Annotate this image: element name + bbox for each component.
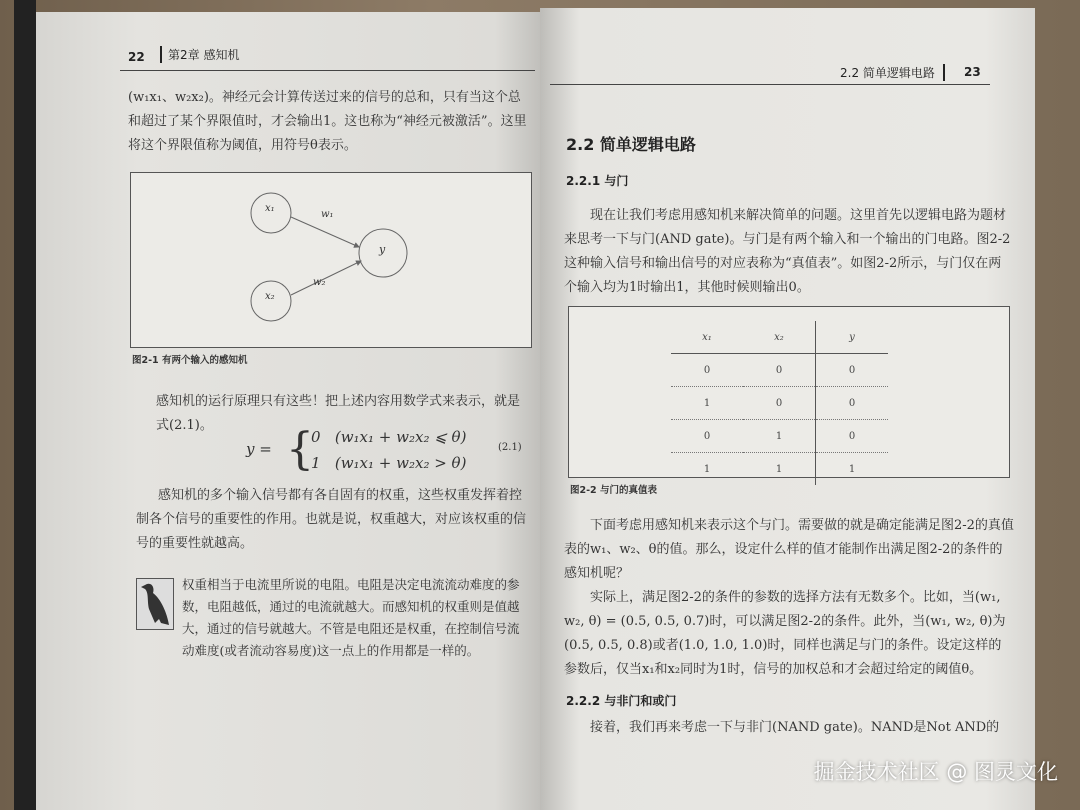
subsection-title: 2.2.2 与非门和或门 (566, 694, 677, 708)
subsection-title: 2.2.1 与门 (566, 174, 629, 188)
figure-caption: 图2-1 有两个输入的感知机 (132, 355, 248, 366)
node-label: x₂ (265, 291, 275, 302)
table-cell: 0 (816, 420, 889, 453)
equation-case: 0 (w₁x₁ + w₂x₂ ⩽ θ) (311, 428, 467, 446)
perceptron-diagram (131, 173, 531, 347)
paragraph: 感知机的运行原理只有这些！把上述内容用数学式来表示，就是式(2.1)。 (156, 394, 521, 433)
page-number: 23 (964, 65, 981, 79)
weight-label: w₂ (313, 277, 326, 288)
table-cell: 0 (743, 387, 816, 420)
right-page (540, 8, 1035, 810)
table-header: x₂ (743, 321, 816, 354)
edge-w2 (291, 261, 361, 295)
bird-note-icon (136, 578, 174, 630)
table-cell: 0 (743, 354, 816, 387)
table-header: y (816, 321, 889, 354)
table-row (671, 420, 888, 453)
figure-caption: 图2-2 与门的真值表 (570, 485, 657, 496)
table-cell: 1 (703, 463, 711, 475)
watermark: 掘金技术社区 @ 图灵文化 (813, 760, 1058, 784)
table-row (671, 354, 888, 387)
truth-table-figure (568, 306, 1010, 478)
table-row (671, 453, 888, 486)
paragraph: 感知机的多个输入信号都有各自固有的权重，这些权重发挥着控制各个信号的重要性的作用。也就是说，权重越大，对应该权重的信号的重要性就越高。 (136, 488, 527, 551)
table-cell: 1 (743, 420, 816, 453)
table-row (671, 387, 888, 420)
paragraph: 实际上，满足图2-2的条件的参数的选择方法有无数多个。比如，当(w₁, w₂, θ) = (0.5, 0.5, 0.7)时，可以满足图2-2的条件。此外，当(w₁, w₂, θ)为(0.5, 0.5, 0.8)或者(1.0, 1.0, 1.0)时，同样也满足与门的条件。设定这样的参数后，仅当x₁和x₂同时为1时，信号的加权总和才会超过给定的阈值θ。 (564, 590, 1006, 677)
page-number: 22 (128, 50, 145, 64)
node-label: y (379, 243, 386, 256)
section-header: 2.2 简单逻辑电路 (840, 64, 945, 81)
equation-lhs: y = (246, 440, 272, 458)
book-spine (14, 0, 36, 810)
table-cell: 0 (671, 420, 743, 453)
table-cell: 1 (816, 453, 889, 486)
intro-paragraph: (w₁x₁、w₂x₂)。神经元会计算传送过来的信号的总和，只有当这个总和超过了某个界限值时，才会输出1。这也称为“神经元被激活”。这里将这个界限值称为阈值，用符号θ表示。 (128, 90, 527, 153)
edge-w1 (291, 217, 359, 247)
table-cell: 0 (671, 354, 743, 387)
table-cell: 1 (775, 463, 783, 475)
perceptron-figure (130, 172, 532, 348)
section-title: 2.2 简单逻辑电路 (566, 135, 696, 154)
truth-table (671, 321, 888, 485)
table-cell: 0 (816, 354, 889, 387)
table-cell: 1 (671, 387, 743, 420)
equation-brace: { (286, 424, 314, 475)
table-cell: 0 (816, 387, 889, 420)
paragraph: 接着，我们再来考虑一下与非门(NAND gate)。NAND是Not AND的 (590, 720, 1000, 735)
node-label: x₁ (265, 203, 275, 214)
weight-label: w₁ (321, 209, 334, 220)
chapter-header: 第2章 感知机 (160, 46, 239, 63)
paragraph: 现在让我们考虑用感知机来解决简单的问题。这里首先以逻辑电路为题材来思考一下与门(AND gate)。与门是有两个输入和一个输出的门电路。图2-2这种输入信号和输出信号的对应表称为“真值表”。如图2-2所示，与门仅在两个输入均为1时输出1，其他时候则输出0。 (564, 208, 1011, 295)
note-text: 权重相当于电流里所说的电阻。电阻是决定电流流动难度的参数，电阻越低，通过的电流就越大。而感知机的权重则是值越大，通过的信号就越大。不管是电阻还是权重，在控制信号流动难度(或者流动容易度)这一点上的作用都是一样的。 (182, 577, 520, 658)
left-page (36, 12, 546, 810)
equation-number: (2.1) (498, 442, 522, 453)
paragraph: 下面考虑用感知机来表示这个与门。需要做的就是确定能满足图2-2的真值表的w₁、w₂、θ的值。那么，设定什么样的值才能制作出满足图2-2的条件的感知机呢？ (564, 518, 1014, 581)
table-header: x₁ (671, 321, 743, 354)
equation-case: 1 (w₁x₁ + w₂x₂ > θ) (311, 454, 467, 472)
